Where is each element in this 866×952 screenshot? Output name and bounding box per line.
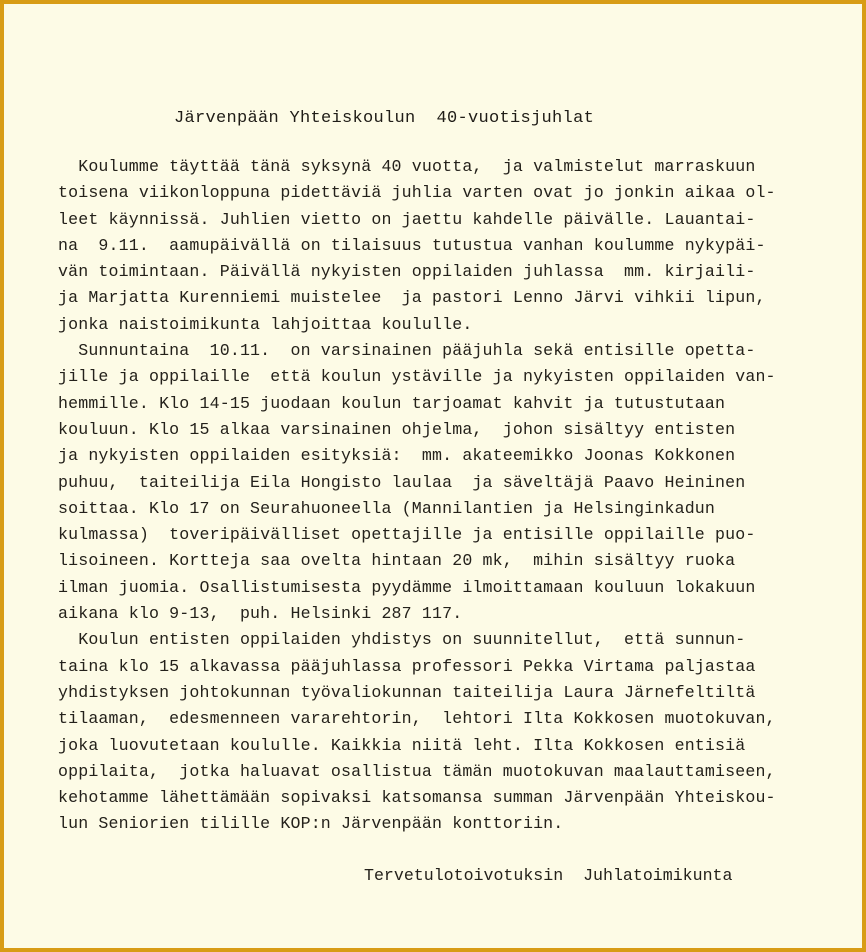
body-line: Koulumme täyttää tänä syksynä 40 vuotta, ja valmistelut marraskuun — [58, 157, 756, 176]
body-line: hemmille. Klo 14-15 juodaan koulun tarjoamat kahvit ja tutustutaan — [58, 393, 726, 413]
body-line: ja nykyisten oppilaiden esityksiä: mm. akateemikko Joonas Kokkonen — [58, 446, 736, 466]
body-line: kulmassa) toveripäivälliset opettajille ja entisille oppilaille puo- — [58, 525, 756, 545]
typewritten-page — [4, 4, 862, 948]
body-line: joka luovutetaan koululle. Kaikkia niitä leht. Ilta Kokkosen entisiä — [58, 735, 746, 755]
body-line: puhuu, taiteilija Eila Hongisto laulaa ja säveltäjä Paavo Heininen — [58, 472, 746, 492]
document-body — [58, 154, 828, 838]
body-line: oppilaita, jotka haluavat osallistua tämän muotokuvan maalauttamiseen, — [58, 761, 776, 781]
body-line: vän toimintaan. Päivällä nykyisten oppilaiden juhlassa mm. kirjaili- — [58, 262, 756, 282]
body-line: toisena viikonloppuna pidettäviä juhlia varten ovat jo jonkin aikaa ol- — [58, 183, 776, 203]
body-line: kouluun. Klo 15 alkaa varsinainen ohjelma, johon sisältyy entisten — [58, 419, 736, 439]
body-line: yhdistyksen johtokunnan työvaliokunnan taiteilija Laura Järnefeltiltä — [58, 682, 756, 702]
body-line: Sunnuntaina 10.11. on varsinainen pääjuhla sekä entisille opetta- — [58, 341, 756, 361]
body-line: leet käynnissä. Juhlien vietto on jaettu kahdelle päivälle. Lauantai- — [58, 209, 756, 229]
body-line: lisoineen. Kortteja saa ovelta hintaan 20 mk, mihin sisältyy ruoka — [58, 551, 736, 571]
body-line: na 9.11. aamupäivällä on tilaisuus tutustua vanhan koulumme nykypäi- — [58, 235, 766, 255]
document-title: Järvenpään Yhteiskoulun 40-vuotisjuhlat — [174, 109, 595, 128]
body-line: aikana klo 9-13, puh. Helsinki 287 117. — [58, 604, 463, 624]
body-line: kehotamme lähettämään sopivaksi katsomansa summan Järvenpään Yhteiskou- — [58, 788, 776, 808]
body-line: soittaa. Klo 17 on Seurahuoneella (Mannilantien ja Helsinginkadun — [58, 498, 716, 518]
body-line: Koulun entisten oppilaiden yhdistys on suunnitellut, että sunnun- — [58, 630, 746, 650]
body-line: ja Marjatta Kurenniemi muistelee ja pastori Lenno Järvi vihkii lipun, — [58, 288, 766, 308]
signature: Tervetulotoivotuksin Juhlatoimikunta — [364, 866, 733, 885]
body-line: lun Seniorien tilille KOP:n Järvenpään konttoriin. — [58, 814, 564, 834]
body-line: tilaaman, edesmenneen vararehtorin, lehtori Ilta Kokkosen muotokuvan, — [58, 709, 776, 729]
body-line: jille ja oppilaille että koulun ystäville ja nykyisten oppilaiden van- — [58, 367, 776, 387]
body-line: ilman juomia. Osallistumisesta pyydämme ilmoittamaan kouluun lokakuun — [58, 577, 756, 597]
body-line: jonka naistoimikunta lahjoittaa koululle. — [58, 314, 473, 334]
body-line: taina klo 15 alkavassa pääjuhlassa professori Pekka Virtama paljastaa — [58, 656, 756, 676]
